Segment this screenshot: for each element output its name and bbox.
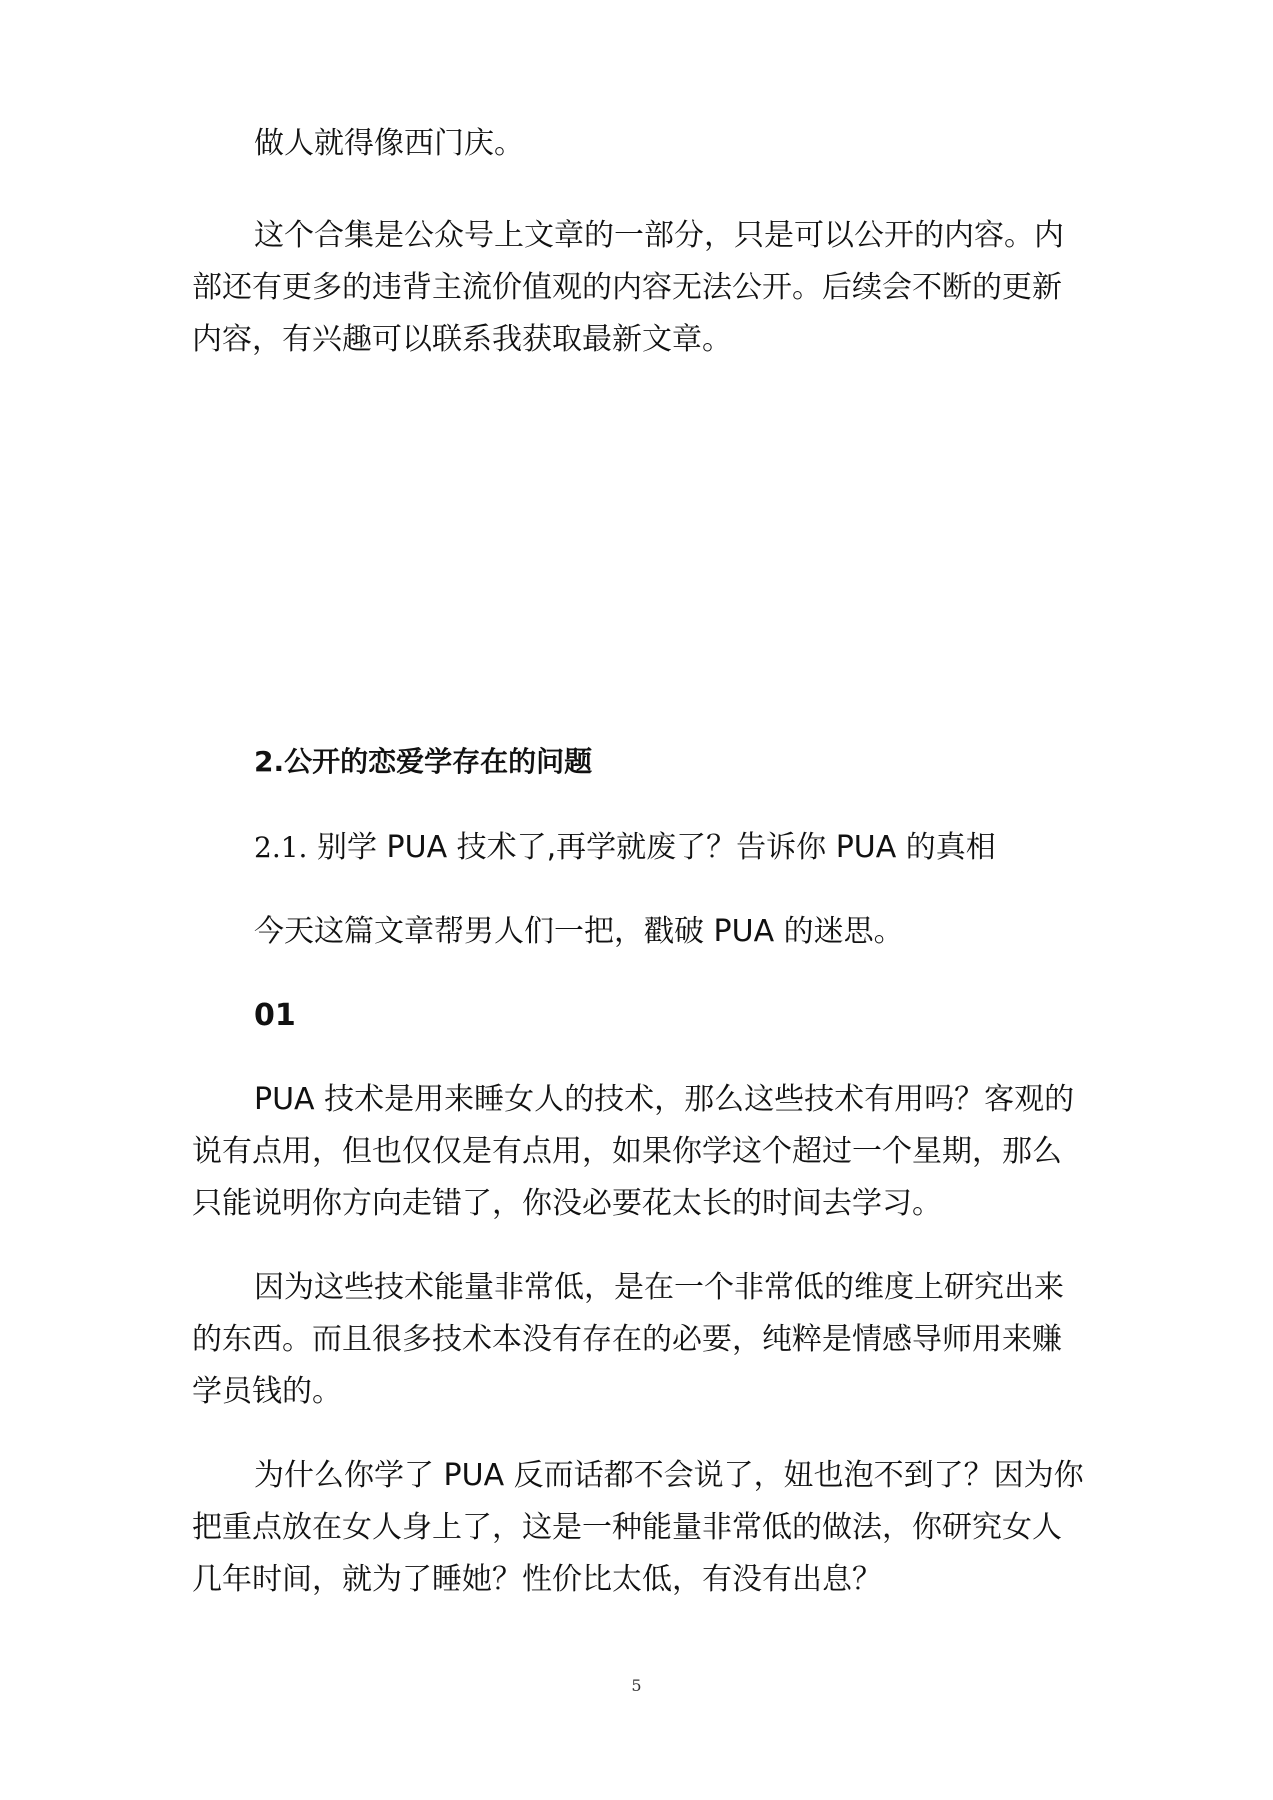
paragraph-1: 做人就得像西门庆。 bbox=[254, 126, 524, 161]
paragraph-6: 为什么你学了 PUA 反而话都不会说了，妞也泡不到了？因为你把重点放在女人身上了，这是一种能量非常低的做法，你研究女人几年时间，就为了睡她？性价比太低，有没有出息？ bbox=[192, 1458, 1084, 1597]
paragraph-6-block bbox=[192, 1450, 1087, 1606]
paragraph-4-block bbox=[192, 1074, 1087, 1230]
subsection-title: 别学 PUA 技术了,再学就废了？告诉你 PUA 的真相 bbox=[316, 830, 996, 865]
paragraph-5: 因为这些技术能量非常低，是在一个非常低的维度上研究出来的东西。而且很多技术本没有存在的必要，纯粹是情感导师用来赚学员钱的。 bbox=[192, 1270, 1064, 1409]
paragraph-2-block bbox=[192, 210, 1087, 366]
subsection-heading bbox=[254, 822, 996, 874]
paragraph-5-block bbox=[192, 1262, 1087, 1418]
paragraph-2: 这个合集是公众号上文章的一部分，只是可以公开的内容。内部还有更多的违背主流价值观的内容无法公开。后续会不断的更新内容，有兴趣可以联系我获取最新文章。 bbox=[192, 218, 1064, 357]
subsection-number: 2.1. bbox=[254, 831, 308, 864]
section-number: 01 bbox=[254, 998, 296, 1033]
paragraph-3-block bbox=[192, 906, 1087, 958]
paragraph-1-block bbox=[192, 118, 1087, 170]
paragraph-4: PUA 技术是用来睡女人的技术，那么这些技术有用吗？客观的说有点用，但也仅仅是有点用，如果你学这个超过一个星期，那么只能说明你方向走错了，你没必要花太长的时间去学习。 bbox=[192, 1082, 1075, 1221]
section-heading: 2.公开的恋爱学存在的问题 bbox=[254, 745, 593, 778]
page-number: 5 bbox=[631, 1676, 642, 1695]
paragraph-3: 今天这篇文章帮男人们一把，戳破 PUA 的迷思。 bbox=[254, 914, 904, 949]
